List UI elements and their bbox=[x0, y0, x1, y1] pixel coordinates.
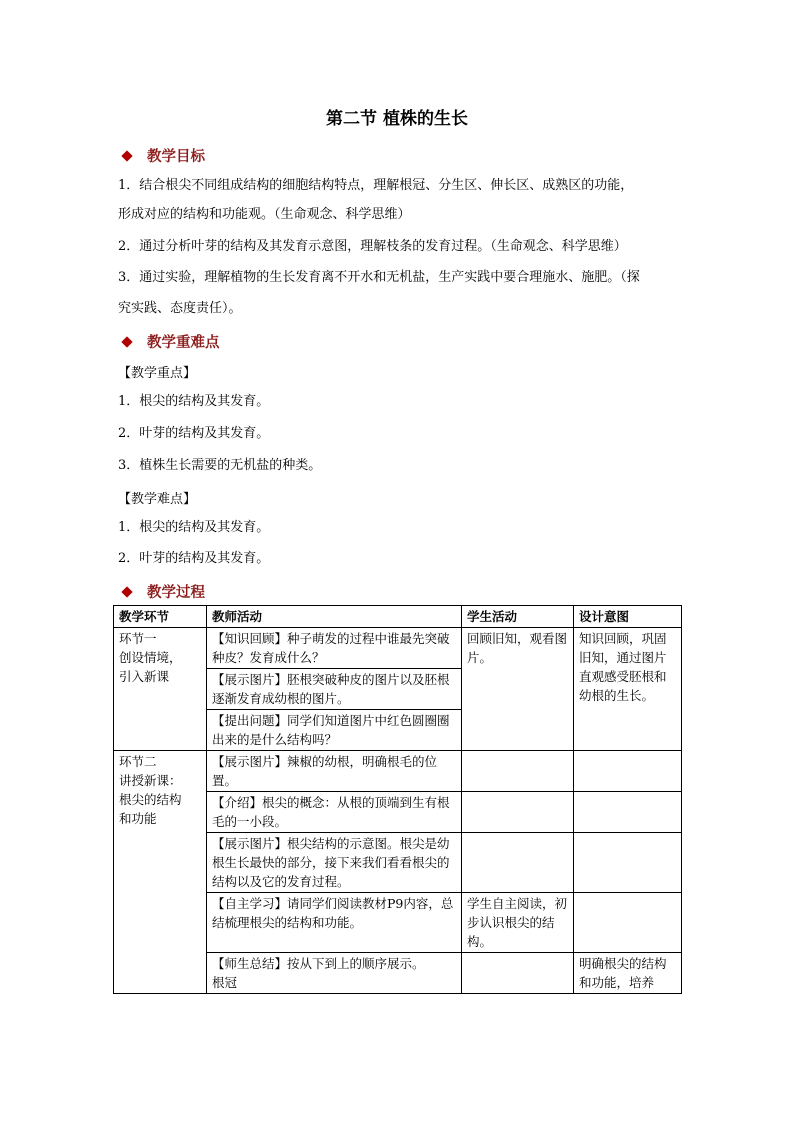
page-title: 第二节 植株的生长 bbox=[326, 109, 468, 129]
teacher-activity-cell: 【自主学习】请同学们阅读教材P9内容，总结梳理根尖的结构和功能。 bbox=[207, 893, 462, 953]
student-activity-cell bbox=[462, 953, 574, 994]
student-activity-cell bbox=[462, 792, 574, 833]
design-intent-cell: 明确根尖的结构和功能，培养 bbox=[574, 953, 682, 994]
teacher-activity-cell: 【提出问题】同学们知道图片中红色圆圈圈出来的是什么结构吗？ bbox=[207, 710, 462, 751]
teacher-activity-cell: 【展示图片】根尖结构的示意图。根尖是幼根生长最快的部分，接下来我们看看根尖的结构以及它的发育过程。 bbox=[207, 833, 462, 893]
header-intent: 设计意图 bbox=[574, 606, 682, 628]
stage-cell: 环节二 讲授新课： 根尖的结构 和功能 bbox=[114, 751, 207, 994]
diamond-bullet-icon bbox=[121, 336, 132, 347]
goal-line: 究实践、态度责任）。 bbox=[118, 301, 242, 316]
teacher-activity-cell: 【师生总结】按从下到上的顺序展示。 根冠 bbox=[207, 953, 462, 994]
goal-line: 形成对应的结构和功能观。（生命观念、科学思维） bbox=[118, 207, 411, 222]
student-activity-cell bbox=[462, 751, 574, 792]
difficult-point-item: 2．叶芽的结构及其发育。 bbox=[118, 551, 270, 566]
student-activity-cell bbox=[462, 833, 574, 893]
teacher-activity-cell: 【展示图片】辣椒的幼根，明确根毛的位置。 bbox=[207, 751, 462, 792]
table-row bbox=[114, 751, 682, 792]
header-teacher: 教师活动 bbox=[207, 606, 462, 628]
diamond-bullet-icon bbox=[121, 150, 132, 161]
table-row bbox=[114, 628, 682, 669]
key-points-label: 【教学重点】 bbox=[118, 366, 197, 381]
diamond-bullet-icon bbox=[121, 586, 132, 597]
section-heading-process bbox=[120, 581, 205, 602]
design-intent-cell bbox=[574, 792, 682, 833]
stage-cell: 环节一 创设情境， 引入新课 bbox=[114, 628, 207, 751]
section-heading-goals bbox=[120, 145, 205, 166]
teaching-process-table bbox=[113, 605, 682, 994]
design-intent-cell bbox=[574, 893, 682, 953]
section-title: 教学重难点 bbox=[147, 335, 220, 351]
teacher-activity-cell: 【介绍】根尖的概念：从根的顶端到生有根毛的一小段。 bbox=[207, 792, 462, 833]
goal-line: 1．结合根尖不同组成结构的细胞结构特点，理解根冠、分生区、伸长区、成熟区的功能， bbox=[118, 178, 634, 193]
table-header-row bbox=[114, 606, 682, 628]
key-point-item: 3．植株生长需要的无机盐的种类。 bbox=[118, 458, 322, 473]
design-intent-cell bbox=[574, 833, 682, 893]
section-title: 教学过程 bbox=[147, 585, 205, 601]
key-point-item: 1．根尖的结构及其发育。 bbox=[118, 394, 270, 409]
section-heading-key-points bbox=[120, 331, 220, 352]
design-intent-cell: 知识回顾，巩固旧知，通过图片直观感受胚根和幼根的生长。 bbox=[574, 628, 682, 751]
teacher-activity-cell: 【知识回顾】种子萌发的过程中谁最先突破种皮？发育成什么？ bbox=[207, 628, 462, 669]
difficult-points-label: 【教学难点】 bbox=[118, 492, 197, 507]
student-activity-cell: 回顾旧知，观看图片。 bbox=[462, 628, 574, 751]
design-intent-cell bbox=[574, 751, 682, 792]
difficult-point-item: 1．根尖的结构及其发育。 bbox=[118, 520, 270, 535]
goal-line: 3．通过实验，理解植物的生长发育离不开水和无机盐，生产实践中要合理施水、施肥。（探 bbox=[118, 270, 640, 285]
student-activity-cell: 学生自主阅读，初步认识根尖的结构。 bbox=[462, 893, 574, 953]
teacher-activity-cell: 【展示图片】胚根突破种皮的图片以及胚根逐渐发育成幼根的图片。 bbox=[207, 669, 462, 710]
header-stage: 教学环节 bbox=[114, 606, 207, 628]
key-point-item: 2．叶芽的结构及其发育。 bbox=[118, 426, 270, 441]
section-title: 教学目标 bbox=[147, 149, 205, 165]
header-student: 学生活动 bbox=[462, 606, 574, 628]
goal-line: 2．通过分析叶芽的结构及其发育示意图，理解枝条的发育过程。（生命观念、科学思维） bbox=[118, 239, 627, 254]
